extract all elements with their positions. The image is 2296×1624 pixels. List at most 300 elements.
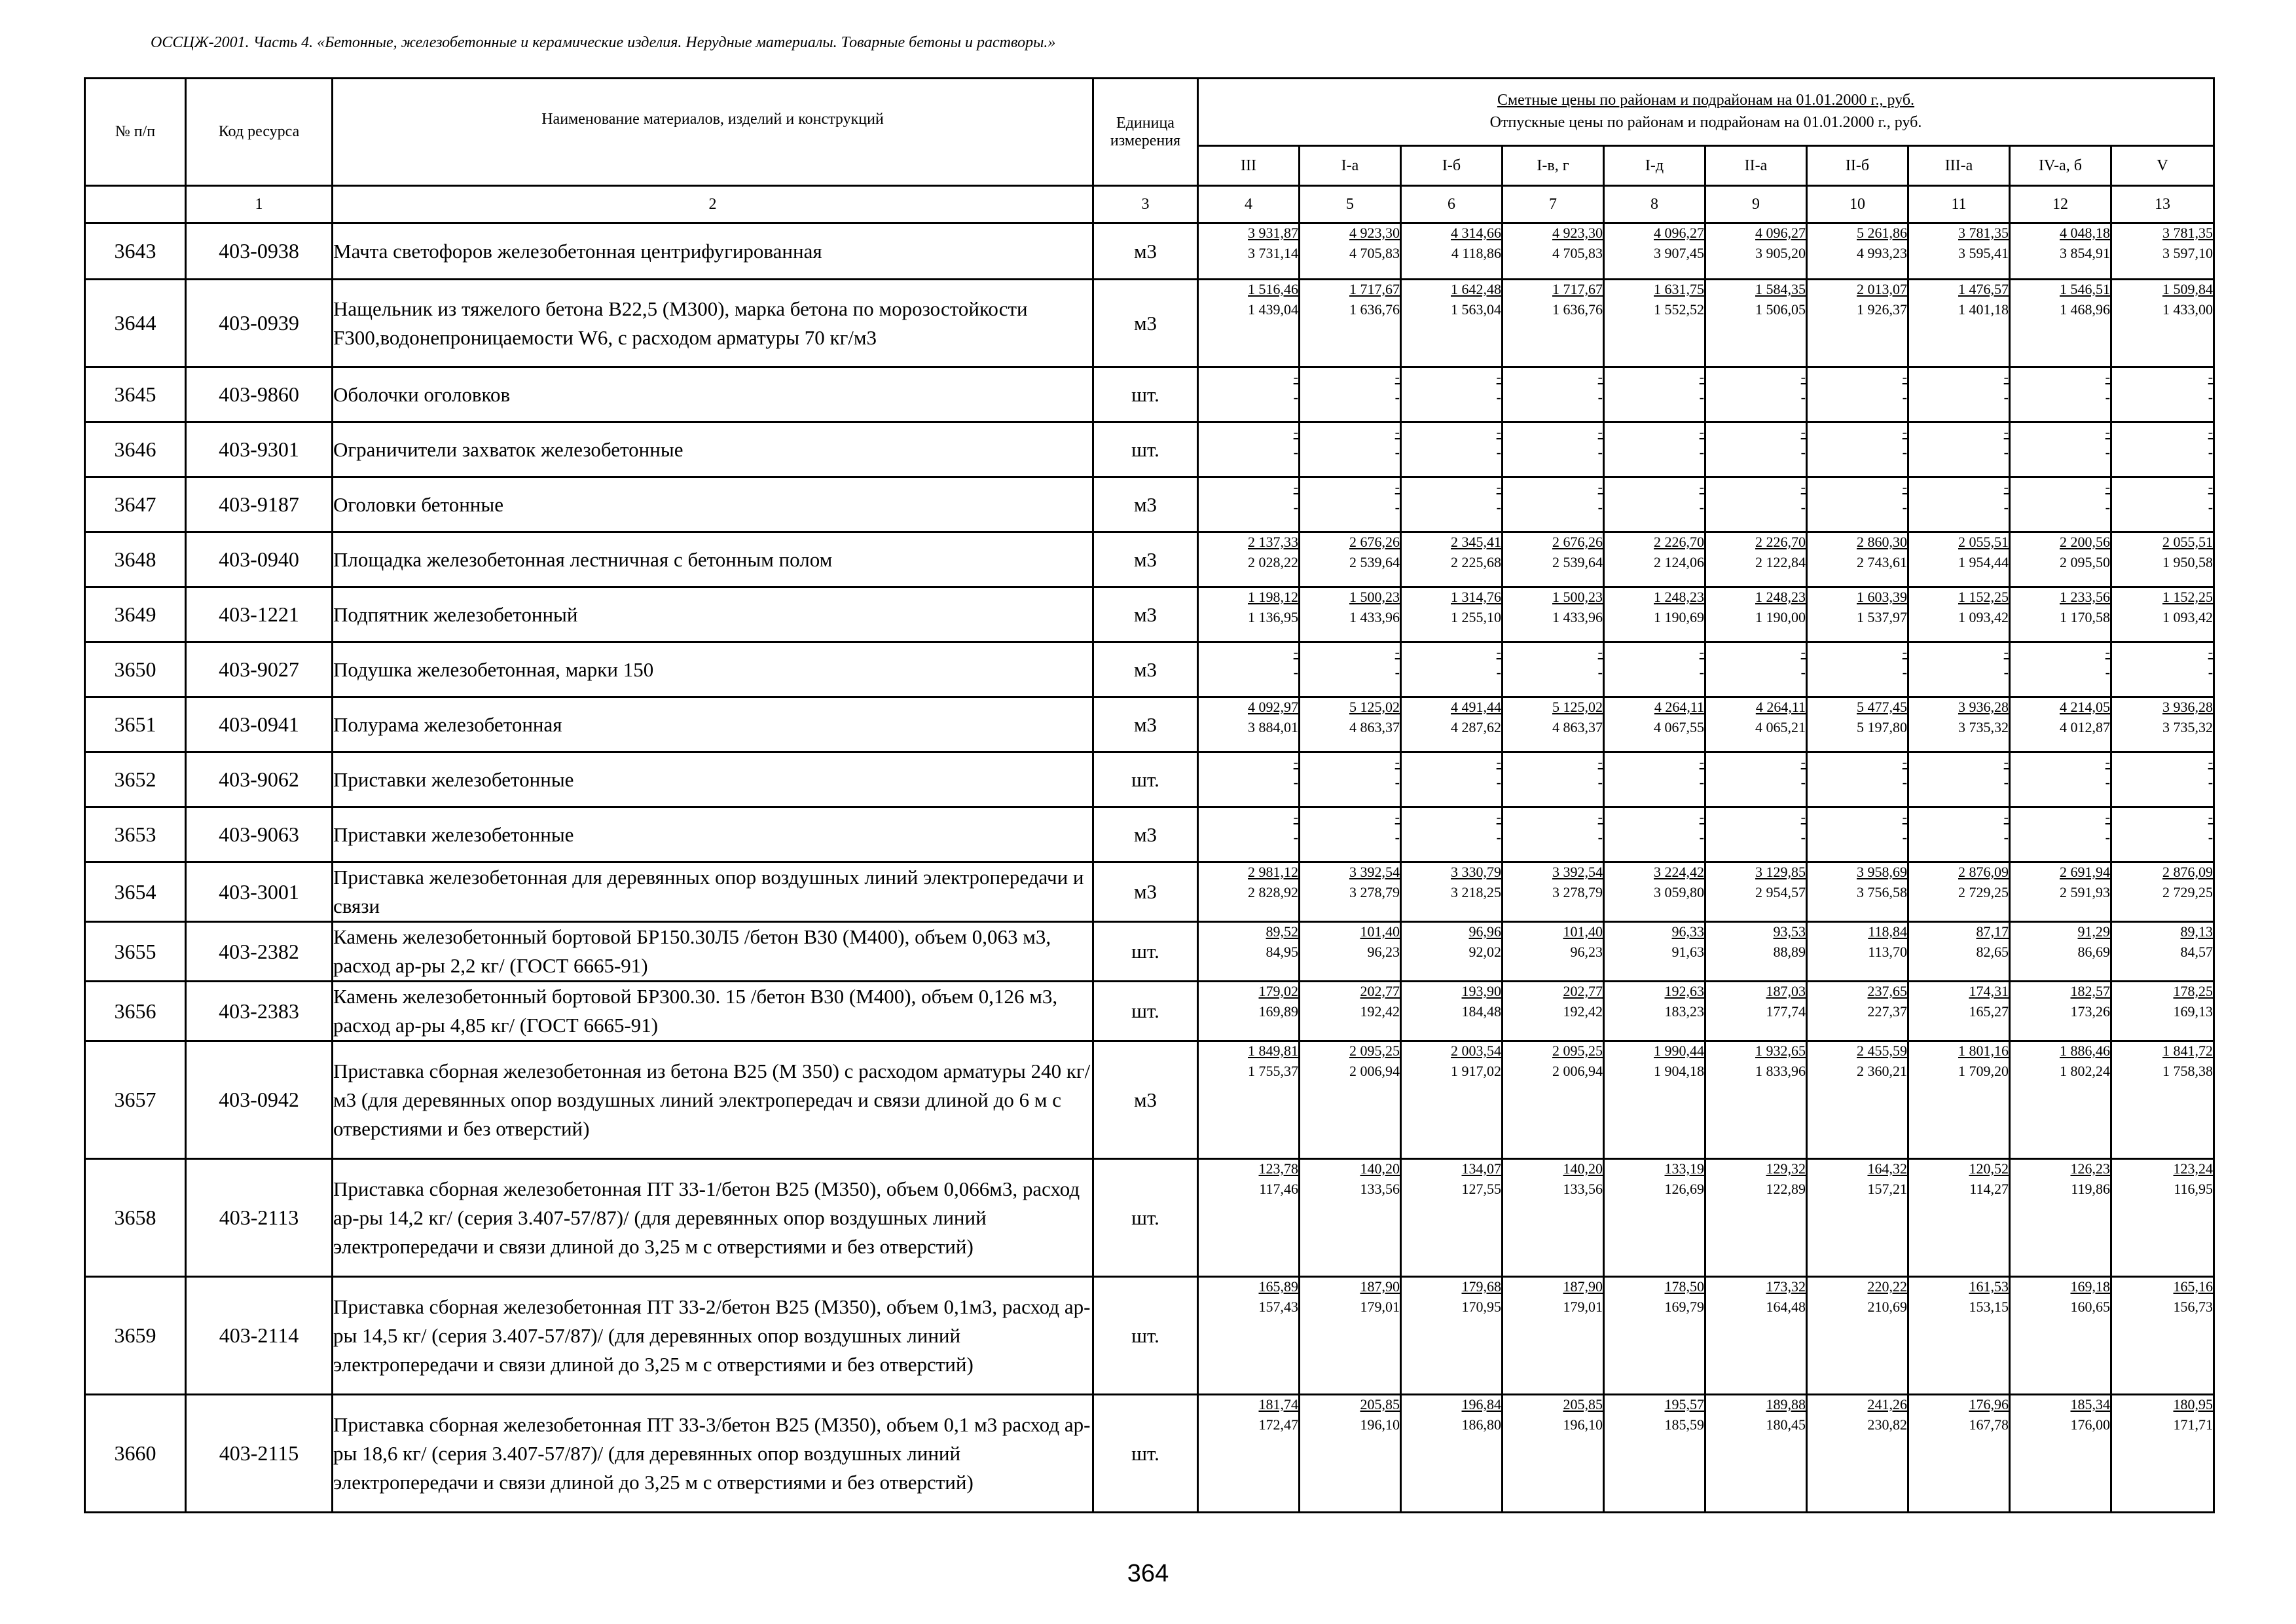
resource-code: 403-0941 bbox=[186, 697, 333, 752]
price-cell bbox=[1908, 223, 2010, 280]
resource-code: 403-2382 bbox=[186, 922, 333, 982]
price-cell bbox=[1705, 1277, 1807, 1395]
estimated-price: - bbox=[1800, 809, 1806, 825]
price-cell bbox=[2111, 642, 2214, 697]
release-price: 4 705,83 bbox=[1349, 245, 1400, 261]
release-price: 3 884,01 bbox=[1248, 719, 1298, 735]
release-price: 2 743,61 bbox=[1857, 554, 1907, 570]
release-price: - bbox=[1597, 829, 1603, 845]
estimated-price: 2 095,25 bbox=[1349, 1043, 1400, 1059]
release-price: 1 190,00 bbox=[1755, 609, 1806, 625]
price-cell bbox=[1705, 1159, 1807, 1277]
price-cell bbox=[2010, 477, 2111, 532]
estimated-price: - bbox=[1699, 424, 1704, 440]
price-cell bbox=[2010, 367, 2111, 422]
release-price: 116,95 bbox=[2174, 1181, 2214, 1197]
estimated-price: - bbox=[1496, 809, 1501, 825]
release-price: 157,21 bbox=[1867, 1181, 1907, 1197]
price-cell bbox=[2111, 532, 2214, 587]
material-name: Мачта светофоров железобетонная центрифугированная bbox=[333, 223, 1093, 280]
estimated-price: - bbox=[1394, 479, 1400, 495]
price-cell bbox=[1908, 1277, 2010, 1395]
unit-of-measure: м3 bbox=[1093, 587, 1198, 642]
estimated-price: 3 931,87 bbox=[1248, 225, 1298, 241]
release-price: 4 863,37 bbox=[1552, 719, 1603, 735]
release-price: - bbox=[1394, 664, 1400, 680]
price-cell bbox=[1300, 982, 1401, 1041]
unit-of-measure: м3 bbox=[1093, 477, 1198, 532]
release-price: - bbox=[1800, 499, 1806, 515]
release-price: 96,23 bbox=[1367, 944, 1400, 960]
material-name: Камень железобетонный бортовой БР150.30Л5 /бетон В30 (М400), объем 0,063 м3, расход ар-ры 2,2 кг/ (ГОСТ 6665-91) bbox=[333, 922, 1093, 982]
price-cell bbox=[1705, 1395, 1807, 1513]
release-price: 160,65 bbox=[2070, 1299, 2110, 1315]
release-price: 192,42 bbox=[1360, 1003, 1400, 1020]
unit-of-measure: м3 bbox=[1093, 697, 1198, 752]
release-price: 1 954,44 bbox=[1958, 554, 2009, 570]
table-row bbox=[85, 223, 2214, 280]
resource-code: 403-1221 bbox=[186, 587, 333, 642]
estimated-price: - bbox=[1293, 644, 1298, 660]
estimated-price: 187,03 bbox=[1766, 983, 1806, 999]
estimated-price: 3 936,28 bbox=[1958, 699, 2009, 715]
estimated-price: - bbox=[2003, 809, 2009, 825]
release-price: 88,89 bbox=[1773, 944, 1806, 960]
price-cell bbox=[2111, 982, 2214, 1041]
release-price: 1 552,52 bbox=[1654, 301, 1704, 318]
estimated-price: 202,77 bbox=[1563, 983, 1603, 999]
release-price: - bbox=[2003, 664, 2009, 680]
price-cell bbox=[1503, 422, 1604, 477]
estimated-price: - bbox=[1699, 369, 1704, 385]
estimated-price: 2 455,59 bbox=[1857, 1043, 1907, 1059]
price-cell bbox=[1198, 532, 1300, 587]
release-price: - bbox=[1293, 664, 1298, 680]
estimated-price: 5 125,02 bbox=[1552, 699, 1603, 715]
estimated-price: 3 936,28 bbox=[2162, 699, 2214, 715]
release-price: 183,23 bbox=[1664, 1003, 1704, 1020]
estimated-price: - bbox=[1902, 369, 1907, 385]
estimated-price: 5 261,86 bbox=[1857, 225, 1907, 241]
release-price: 192,42 bbox=[1563, 1003, 1603, 1020]
release-price: - bbox=[2105, 829, 2110, 845]
estimated-price: 176,96 bbox=[1969, 1396, 2009, 1412]
estimated-price: 96,33 bbox=[1671, 923, 1704, 940]
price-cell bbox=[1401, 1041, 1503, 1159]
release-price: 82,65 bbox=[1976, 944, 2009, 960]
price-cell bbox=[1198, 1277, 1300, 1395]
release-price: 171,71 bbox=[2173, 1416, 2214, 1433]
table-row bbox=[85, 862, 2214, 922]
price-cell bbox=[1908, 1395, 2010, 1513]
material-name: Подушка железобетонная, марки 150 bbox=[333, 642, 1093, 697]
estimated-price: 241,26 bbox=[1867, 1396, 1907, 1412]
estimated-price: 4 096,27 bbox=[1654, 225, 1704, 241]
estimated-price: - bbox=[2105, 369, 2110, 385]
estimated-price: - bbox=[1699, 754, 1704, 770]
price-cell bbox=[1604, 807, 1705, 862]
estimated-price: 1 198,12 bbox=[1248, 589, 1298, 605]
release-price: - bbox=[1293, 444, 1298, 460]
price-cell bbox=[1705, 862, 1807, 922]
release-price: 1 093,42 bbox=[1958, 609, 2009, 625]
unit-of-measure: м3 bbox=[1093, 1041, 1198, 1159]
release-price: - bbox=[1699, 664, 1704, 680]
release-price: 133,56 bbox=[1563, 1181, 1603, 1197]
price-cell bbox=[1503, 752, 1604, 807]
price-cell bbox=[1705, 477, 1807, 532]
estimated-price: 3 129,85 bbox=[1755, 864, 1806, 880]
price-cell bbox=[2010, 982, 2111, 1041]
column-number: 11 bbox=[1908, 186, 2010, 223]
estimated-price: 2 876,09 bbox=[1958, 864, 2009, 880]
estimated-price: 173,32 bbox=[1766, 1278, 1806, 1295]
estimated-price: 2 137,33 bbox=[1248, 534, 1298, 550]
release-price: - bbox=[1496, 389, 1501, 405]
table-row bbox=[85, 1277, 2214, 1395]
price-cell bbox=[1705, 422, 1807, 477]
estimated-price: 1 476,57 bbox=[1958, 281, 2009, 297]
price-cell bbox=[1604, 223, 1705, 280]
estimated-price: 179,68 bbox=[1461, 1278, 1501, 1295]
release-price: - bbox=[1394, 389, 1400, 405]
price-cell bbox=[1198, 422, 1300, 477]
release-price: 1 401,18 bbox=[1958, 301, 2009, 318]
row-number: 3643 bbox=[85, 223, 186, 280]
release-price: 1 433,96 bbox=[1552, 609, 1603, 625]
estimated-price: 1 990,44 bbox=[1654, 1043, 1704, 1059]
price-cell bbox=[1908, 532, 2010, 587]
estimated-price: 2 226,70 bbox=[1654, 534, 1704, 550]
column-number: 10 bbox=[1807, 186, 1908, 223]
estimated-price: 101,40 bbox=[1563, 923, 1603, 940]
estimated-price: 179,02 bbox=[1258, 983, 1298, 999]
release-price: 1 093,42 bbox=[2162, 609, 2214, 625]
release-price: - bbox=[1293, 499, 1298, 515]
estimated-price: 4 923,30 bbox=[1552, 225, 1603, 241]
estimated-price: 4 491,44 bbox=[1451, 699, 1501, 715]
price-cell bbox=[1908, 477, 2010, 532]
price-cell bbox=[1705, 223, 1807, 280]
estimated-price: 1 603,39 bbox=[1857, 589, 1907, 605]
price-cell bbox=[1198, 697, 1300, 752]
price-cell bbox=[1300, 922, 1401, 982]
price-cell bbox=[2010, 280, 2111, 367]
price-cell bbox=[1908, 280, 2010, 367]
price-cell bbox=[2010, 862, 2111, 922]
row-number: 3650 bbox=[85, 642, 186, 697]
price-cell bbox=[1300, 587, 1401, 642]
price-cell bbox=[1705, 922, 1807, 982]
release-price: - bbox=[1597, 444, 1603, 460]
release-price: - bbox=[1597, 774, 1603, 790]
estimated-price: 187,90 bbox=[1563, 1278, 1603, 1295]
price-cell bbox=[1807, 1159, 1908, 1277]
row-number: 3654 bbox=[85, 862, 186, 922]
price-cell bbox=[1908, 862, 2010, 922]
estimated-price: 187,90 bbox=[1360, 1278, 1400, 1295]
price-cell bbox=[1908, 367, 2010, 422]
price-cell bbox=[1401, 862, 1503, 922]
price-cell bbox=[1401, 587, 1503, 642]
release-price: - bbox=[1496, 444, 1501, 460]
estimated-price: 5 477,45 bbox=[1857, 699, 1907, 715]
estimated-price: - bbox=[1597, 644, 1603, 660]
material-name: Приставка сборная железобетонная из бетона В25 (М 350) с расходом арматуры 240 кг/м3 (для деревянных опор воздушных линий электропередач и связи длиной до 6 м с отверстиями и без отверстий) bbox=[333, 1041, 1093, 1159]
price-cell bbox=[2111, 422, 2214, 477]
resource-code: 403-9860 bbox=[186, 367, 333, 422]
price-cell bbox=[1503, 922, 1604, 982]
release-price: 196,10 bbox=[1360, 1416, 1400, 1433]
release-price: 3 595,41 bbox=[1958, 245, 2009, 261]
material-name: Камень железобетонный бортовой БР300.30. 15 /бетон В30 (М400), объем 0,126 м3, расход ар-ры 4,85 кг/ (ГОСТ 6665-91) bbox=[333, 982, 1093, 1041]
price-cell bbox=[1807, 422, 1908, 477]
price-cell bbox=[1503, 697, 1604, 752]
release-price: - bbox=[1496, 774, 1501, 790]
release-price: - bbox=[1699, 829, 1704, 845]
resource-code: 403-9301 bbox=[186, 422, 333, 477]
release-price: 3 907,45 bbox=[1654, 245, 1704, 261]
price-cell bbox=[2111, 587, 2214, 642]
release-price: 5 197,80 bbox=[1857, 719, 1907, 735]
estimated-price: 101,40 bbox=[1360, 923, 1400, 940]
release-price: 2 729,25 bbox=[1958, 884, 2009, 900]
release-price: - bbox=[2003, 499, 2009, 515]
price-cell bbox=[1300, 367, 1401, 422]
estimated-price: - bbox=[1293, 369, 1298, 385]
estimated-price: 1 717,67 bbox=[1552, 281, 1603, 297]
estimated-price: 2 013,07 bbox=[1857, 281, 1907, 297]
release-price: 3 597,10 bbox=[2162, 245, 2214, 261]
price-cell bbox=[2111, 367, 2214, 422]
release-price: 170,95 bbox=[1461, 1299, 1501, 1315]
header-row bbox=[85, 79, 2214, 146]
estimated-price: - bbox=[1902, 424, 1907, 440]
row-number: 3655 bbox=[85, 922, 186, 982]
release-price: - bbox=[1699, 774, 1704, 790]
release-price: 1 904,18 bbox=[1654, 1063, 1704, 1079]
price-cell bbox=[2010, 1041, 2111, 1159]
release-price: 164,48 bbox=[1766, 1299, 1806, 1315]
price-cell bbox=[1807, 697, 1908, 752]
estimated-price: - bbox=[2003, 424, 2009, 440]
release-price: 4 065,21 bbox=[1755, 719, 1806, 735]
estimated-price: 3 330,79 bbox=[1451, 864, 1501, 880]
estimated-price: - bbox=[1800, 479, 1806, 495]
price-cell bbox=[1503, 1159, 1604, 1277]
unit-of-measure: м3 bbox=[1093, 642, 1198, 697]
row-number: 3649 bbox=[85, 587, 186, 642]
release-price: 1 170,58 bbox=[2060, 609, 2110, 625]
estimated-price: 2 876,09 bbox=[2162, 864, 2214, 880]
release-price: 1 755,37 bbox=[1248, 1063, 1298, 1079]
release-price: 1 537,97 bbox=[1857, 609, 1907, 625]
price-cell bbox=[1604, 367, 1705, 422]
price-cell bbox=[1401, 807, 1503, 862]
price-cell bbox=[1198, 587, 1300, 642]
price-cell bbox=[1908, 1159, 2010, 1277]
resource-code: 403-0942 bbox=[186, 1041, 333, 1159]
region-header: I-б bbox=[1401, 146, 1503, 186]
price-cell bbox=[1401, 982, 1503, 1041]
release-price: 114,27 bbox=[1969, 1181, 2009, 1197]
release-price: - bbox=[1902, 829, 1907, 845]
row-number: 3645 bbox=[85, 367, 186, 422]
price-cell bbox=[1401, 1277, 1503, 1395]
release-price: 86,69 bbox=[2077, 944, 2110, 960]
price-cell bbox=[1604, 477, 1705, 532]
estimated-price: 185,34 bbox=[2070, 1396, 2110, 1412]
estimated-price: 189,88 bbox=[1766, 1396, 1806, 1412]
row-number: 3653 bbox=[85, 807, 186, 862]
price-cell bbox=[1300, 697, 1401, 752]
document-title: ОССЦЖ-2001. Часть 4. «Бетонные, железобетонные и керамические изделия. Нерудные материалы. Товарные бетоны и растворы.» bbox=[151, 34, 1056, 51]
release-price: 1 439,04 bbox=[1248, 301, 1298, 318]
column-number: 12 bbox=[2010, 186, 2111, 223]
price-cell bbox=[1503, 1277, 1604, 1395]
estimated-price: - bbox=[1597, 369, 1603, 385]
estimated-price: - bbox=[2208, 479, 2214, 495]
release-price: 1 136,95 bbox=[1248, 609, 1298, 625]
price-cell bbox=[1198, 1159, 1300, 1277]
table-row bbox=[85, 922, 2214, 982]
estimated-price: 3 781,35 bbox=[2162, 225, 2214, 241]
estimated-price: 1 152,25 bbox=[1958, 589, 2009, 605]
release-price: 196,10 bbox=[1563, 1416, 1603, 1433]
release-price: 4 863,37 bbox=[1349, 719, 1400, 735]
release-price: 133,56 bbox=[1360, 1181, 1400, 1197]
estimated-price: 134,07 bbox=[1461, 1160, 1501, 1177]
release-price: 4 705,83 bbox=[1552, 245, 1603, 261]
row-number: 3644 bbox=[85, 280, 186, 367]
estimated-price: 96,96 bbox=[1468, 923, 1501, 940]
release-price: 3 756,58 bbox=[1857, 884, 1907, 900]
resource-code: 403-2115 bbox=[186, 1395, 333, 1513]
estimated-price: 91,29 bbox=[2077, 923, 2110, 940]
price-cell bbox=[1198, 922, 1300, 982]
estimated-price: 178,50 bbox=[1664, 1278, 1704, 1295]
row-number: 3657 bbox=[85, 1041, 186, 1159]
price-cell bbox=[1908, 1041, 2010, 1159]
release-price: 2 729,25 bbox=[2162, 884, 2214, 900]
price-cell bbox=[1300, 223, 1401, 280]
price-cell bbox=[1300, 1395, 1401, 1513]
estimated-price: 1 584,35 bbox=[1755, 281, 1806, 297]
region-header: V bbox=[2111, 146, 2214, 186]
price-cell bbox=[1807, 1041, 1908, 1159]
price-cell bbox=[1198, 862, 1300, 922]
estimated-price: 4 923,30 bbox=[1349, 225, 1400, 241]
header-name: Наименование материалов, изделий и конструкций bbox=[333, 79, 1093, 186]
price-cell bbox=[2010, 1395, 2111, 1513]
estimated-price: 165,16 bbox=[2173, 1278, 2214, 1295]
release-price: 1 950,58 bbox=[2162, 554, 2214, 570]
release-price: - bbox=[2208, 499, 2214, 515]
table-row bbox=[85, 280, 2214, 367]
material-name: Площадка железобетонная лестничная с бетонным полом bbox=[333, 532, 1093, 587]
release-price: 1 506,05 bbox=[1755, 301, 1806, 318]
release-price: 126,69 bbox=[1664, 1181, 1704, 1197]
price-cell bbox=[1503, 223, 1604, 280]
estimated-price: 1 516,46 bbox=[1248, 281, 1298, 297]
release-price: - bbox=[2208, 444, 2214, 460]
price-cell bbox=[1604, 922, 1705, 982]
release-price: 122,89 bbox=[1766, 1181, 1806, 1197]
estimated-price: 4 264,11 bbox=[1755, 699, 1806, 715]
estimated-price: - bbox=[2105, 424, 2110, 440]
estimated-price: 2 345,41 bbox=[1451, 534, 1501, 550]
price-cell bbox=[2010, 1277, 2111, 1395]
estimated-price: - bbox=[2208, 369, 2214, 385]
release-price: 3 059,80 bbox=[1654, 884, 1704, 900]
resource-code: 403-0939 bbox=[186, 280, 333, 367]
price-cell bbox=[1807, 223, 1908, 280]
price-cell bbox=[1401, 922, 1503, 982]
estimated-price: - bbox=[1597, 424, 1603, 440]
price-cell bbox=[1300, 642, 1401, 697]
estimated-price: 196,84 bbox=[1461, 1396, 1501, 1412]
price-cell bbox=[1807, 280, 1908, 367]
material-name: Подпятник железобетонный bbox=[333, 587, 1093, 642]
region-header: I-д bbox=[1604, 146, 1705, 186]
price-cell bbox=[1198, 752, 1300, 807]
price-cell bbox=[1604, 532, 1705, 587]
estimated-price: 3 958,69 bbox=[1857, 864, 1907, 880]
estimated-price: 164,32 bbox=[1867, 1160, 1907, 1177]
release-price: 127,55 bbox=[1461, 1181, 1501, 1197]
price-cell bbox=[1401, 752, 1503, 807]
price-cell bbox=[2111, 752, 2214, 807]
release-price: 3 731,14 bbox=[1248, 245, 1298, 261]
price-cell bbox=[2111, 1277, 2214, 1395]
estimated-price: 205,85 bbox=[1360, 1396, 1400, 1412]
release-price: - bbox=[1394, 499, 1400, 515]
price-cell bbox=[1300, 422, 1401, 477]
row-number: 3651 bbox=[85, 697, 186, 752]
price-title-release: Отпускные цены по районам и подрайонам на 01.01.2000 г., руб. bbox=[1489, 114, 1922, 131]
price-cell bbox=[1807, 642, 1908, 697]
region-header: II-а bbox=[1705, 146, 1807, 186]
price-cell bbox=[1807, 807, 1908, 862]
unit-of-measure: шт. bbox=[1093, 1159, 1198, 1277]
price-cell bbox=[1604, 422, 1705, 477]
price-cell bbox=[1300, 1041, 1401, 1159]
estimated-price: 4 314,66 bbox=[1451, 225, 1501, 241]
price-cell bbox=[1300, 752, 1401, 807]
estimated-price: - bbox=[2208, 754, 2214, 770]
column-number: 2 bbox=[333, 186, 1093, 223]
release-price: 1 190,69 bbox=[1654, 609, 1704, 625]
estimated-price: - bbox=[1394, 809, 1400, 825]
resource-code: 403-2113 bbox=[186, 1159, 333, 1277]
row-number: 3652 bbox=[85, 752, 186, 807]
estimated-price: 123,78 bbox=[1258, 1160, 1298, 1177]
row-number: 3656 bbox=[85, 982, 186, 1041]
row-number: 3646 bbox=[85, 422, 186, 477]
release-price: 3 735,32 bbox=[1958, 719, 2009, 735]
estimated-price: 1 248,23 bbox=[1755, 589, 1806, 605]
estimated-price: - bbox=[2003, 369, 2009, 385]
estimated-price: 2 003,54 bbox=[1451, 1043, 1501, 1059]
price-cell bbox=[1198, 1395, 1300, 1513]
release-price: - bbox=[2208, 664, 2214, 680]
release-price: 1 433,96 bbox=[1349, 609, 1400, 625]
unit-of-measure: м3 bbox=[1093, 280, 1198, 367]
column-number: 13 bbox=[2111, 186, 2214, 223]
estimated-price: 1 509,84 bbox=[2162, 281, 2214, 297]
price-cell bbox=[1401, 280, 1503, 367]
table-row bbox=[85, 587, 2214, 642]
